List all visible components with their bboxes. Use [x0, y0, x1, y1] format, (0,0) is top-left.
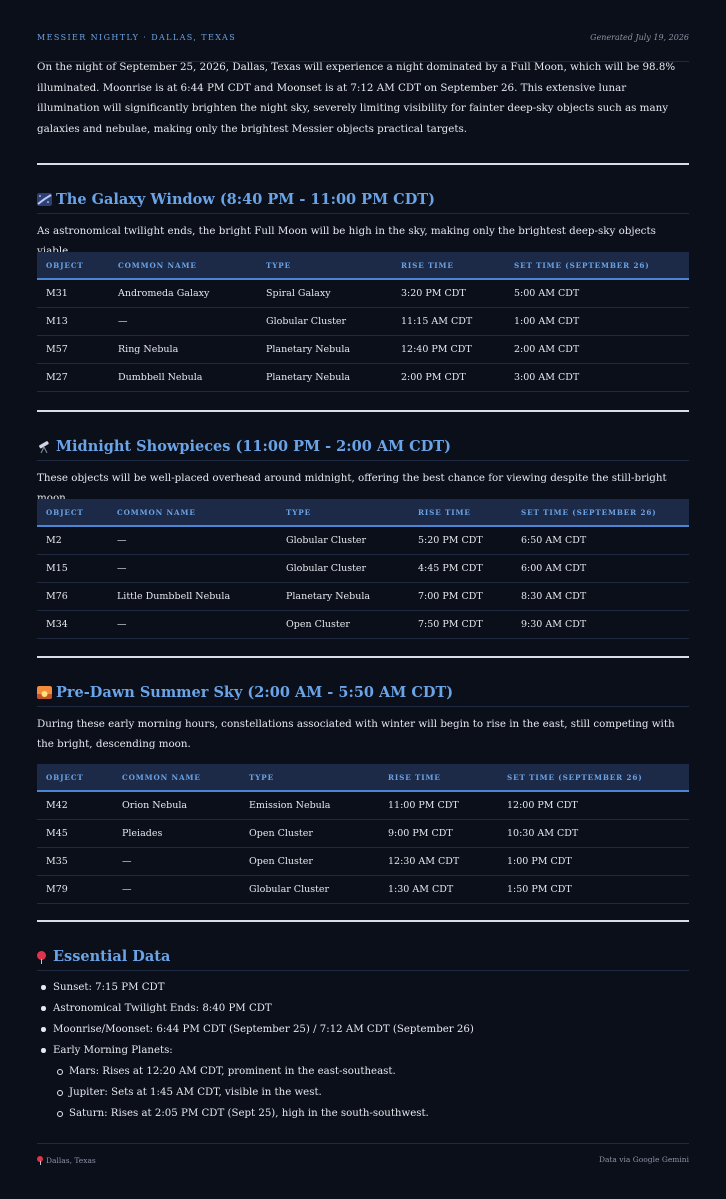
section-title	[37, 187, 689, 211]
column-header-type: TYPE	[277, 499, 409, 526]
cell-rise-time: 12:30 AM CDT	[379, 847, 498, 875]
cell-common-name: Ring Nebula	[109, 335, 257, 363]
cell-object: M57	[37, 335, 109, 363]
cell-rise-time: 4:45 PM CDT	[409, 554, 512, 582]
column-header-set-time: SET TIME (SEPTEMBER 26)	[505, 252, 689, 279]
section-title	[37, 434, 689, 458]
objects-table	[37, 764, 689, 904]
table-row	[37, 554, 689, 582]
cell-rise-time: 9:00 PM CDT	[379, 819, 498, 847]
cell-object: M31	[37, 279, 109, 307]
cell-type: Open Cluster	[240, 819, 379, 847]
cell-common-name: Pleiades	[113, 819, 240, 847]
column-header-common-name: COMMON NAME	[109, 252, 257, 279]
column-header-set-time: SET TIME (SEPTEMBER 26)	[498, 764, 689, 791]
section-divider	[37, 656, 689, 658]
cell-common-name: —	[109, 307, 257, 335]
cell-common-name: —	[108, 526, 277, 554]
column-header-rise-time: RISE TIME	[409, 499, 512, 526]
essential-data-list	[37, 977, 689, 1124]
cell-set-time: 6:00 AM CDT	[512, 554, 689, 582]
cell-type: Globular Cluster	[277, 554, 409, 582]
table-row	[37, 363, 689, 391]
objects-table	[37, 499, 689, 639]
section-essential-data	[37, 944, 689, 1119]
cell-type: Globular Cluster	[257, 307, 392, 335]
cell-set-time: 2:00 AM CDT	[505, 335, 689, 363]
section-midnight-showpieces	[37, 434, 689, 630]
milky-way-icon	[37, 193, 52, 206]
section-title-text: Pre-Dawn Summer Sky (2:00 AM - 5:50 AM CDT)	[56, 683, 454, 701]
table-header-row	[37, 499, 689, 526]
cell-rise-time: 12:40 PM CDT	[392, 335, 505, 363]
footer	[37, 1155, 689, 1165]
section-title-text: Essential Data	[53, 947, 171, 965]
cell-object: M45	[37, 819, 113, 847]
section-title-text: The Galaxy Window (8:40 PM - 11:00 PM CDT)	[56, 190, 435, 208]
section-description: During these early morning hours, constellations associated with winter will begin to rise in the east, still competing with the bright, descending moon.	[37, 718, 675, 750]
objects-table	[37, 252, 689, 392]
section-divider	[37, 410, 689, 412]
planet-item: Saturn: Rises at 2:05 PM CDT (Sept 25), high in the south-southwest.	[53, 1103, 689, 1124]
section-divider	[37, 163, 689, 165]
cell-common-name: Andromeda Galaxy	[109, 279, 257, 307]
pushpin-icon	[37, 1156, 43, 1164]
cell-type: Planetary Nebula	[277, 582, 409, 610]
sunrise-icon	[37, 686, 52, 699]
column-header-type: TYPE	[240, 764, 379, 791]
column-header-common-name: COMMON NAME	[113, 764, 240, 791]
cell-rise-time: 7:00 PM CDT	[409, 582, 512, 610]
cell-set-time: 12:00 PM CDT	[498, 791, 689, 819]
section-description: These objects will be well-placed overhead around midnight, offering the best chance for viewing despite the still-bright moon.	[37, 472, 667, 504]
section-pre-dawn	[37, 680, 689, 895]
title-underline	[37, 706, 689, 707]
cell-common-name: —	[108, 610, 277, 638]
table-row	[37, 875, 689, 903]
intro-paragraph: On the night of September 25, 2026, Dallas, Texas will experience a night dominated by a Full Moon, which will be 98.8% illuminated. Moonrise is at 6:44 PM CDT and Moonset is at 7:12 AM CDT on September 26. This extensive lunar illumination will significantly brighten the night sky, severely limiting visibility for fainter deep-sky objects such as many galaxies and nebulae, making only the brightest Messier objects practical targets.	[37, 61, 676, 135]
cell-common-name: —	[113, 847, 240, 875]
brand-title: MESSIER NIGHTLY · DALLAS, TEXAS	[37, 33, 237, 42]
table-row	[37, 791, 689, 819]
column-header-set-time: SET TIME (SEPTEMBER 26)	[512, 499, 689, 526]
cell-rise-time: 1:30 AM CDT	[379, 875, 498, 903]
list-item	[37, 1040, 689, 1124]
table-row	[37, 526, 689, 554]
table-row	[37, 610, 689, 638]
footer-location	[37, 1155, 96, 1165]
list-item: Sunset: 7:15 PM CDT	[37, 977, 689, 998]
section-title-text: Midnight Showpieces (11:00 PM - 2:00 AM CDT)	[56, 437, 451, 455]
column-header-object: OBJECT	[37, 764, 113, 791]
section-divider	[37, 920, 689, 922]
footer-divider	[37, 1143, 689, 1144]
cell-type: Emission Nebula	[240, 791, 379, 819]
cell-rise-time: 11:00 PM CDT	[379, 791, 498, 819]
list-item-label: Early Morning Planets:	[53, 1045, 173, 1056]
cell-set-time: 5:00 AM CDT	[505, 279, 689, 307]
cell-set-time: 1:00 AM CDT	[505, 307, 689, 335]
cell-type: Open Cluster	[240, 847, 379, 875]
cell-set-time: 3:00 AM CDT	[505, 363, 689, 391]
cell-type: Planetary Nebula	[257, 335, 392, 363]
section-title	[37, 944, 689, 968]
table-row	[37, 819, 689, 847]
table-row	[37, 307, 689, 335]
cell-rise-time: 7:50 PM CDT	[409, 610, 512, 638]
table-row	[37, 582, 689, 610]
title-underline	[37, 213, 689, 214]
cell-object: M76	[37, 582, 108, 610]
table-row	[37, 279, 689, 307]
list-item: Astronomical Twilight Ends: 8:40 PM CDT	[37, 998, 689, 1019]
footer-credit: Data via Google Gemini	[598, 1155, 689, 1164]
title-underline	[37, 460, 689, 461]
cell-object: M42	[37, 791, 113, 819]
cell-object: M13	[37, 307, 109, 335]
cell-object: M27	[37, 363, 109, 391]
planet-item: Jupiter: Sets at 1:45 AM CDT, visible in the west.	[53, 1082, 689, 1103]
cell-set-time: 9:30 AM CDT	[512, 610, 689, 638]
cell-set-time: 10:30 AM CDT	[498, 819, 689, 847]
cell-set-time: 1:50 PM CDT	[498, 875, 689, 903]
top-bar	[37, 33, 689, 42]
list-item: Moonrise/Moonset: 6:44 PM CDT (September 25) / 7:12 AM CDT (September 26)	[37, 1019, 689, 1040]
cell-object: M15	[37, 554, 108, 582]
cell-object: M2	[37, 526, 108, 554]
column-header-type: TYPE	[257, 252, 392, 279]
cell-type: Open Cluster	[277, 610, 409, 638]
generated-date: Generated July 19, 2026	[590, 33, 689, 42]
section-title	[37, 680, 689, 704]
cell-type: Globular Cluster	[277, 526, 409, 554]
cell-rise-time: 11:15 AM CDT	[392, 307, 505, 335]
cell-object: M79	[37, 875, 113, 903]
cell-common-name: —	[108, 554, 277, 582]
section-description: As astronomical twilight ends, the bright Full Moon will be high in the sky, making only the brightest deep-sky objects viable.	[37, 225, 656, 257]
planets-list	[53, 1061, 689, 1124]
cell-common-name: Orion Nebula	[113, 791, 240, 819]
column-header-rise-time: RISE TIME	[392, 252, 505, 279]
section-galaxy-window	[37, 187, 689, 383]
pushpin-icon	[37, 951, 46, 964]
planet-item: Mars: Rises at 12:20 AM CDT, prominent in the east-southeast.	[53, 1061, 689, 1082]
column-header-object: OBJECT	[37, 252, 109, 279]
telescope-icon	[37, 440, 52, 453]
column-header-object: OBJECT	[37, 499, 108, 526]
cell-rise-time: 3:20 PM CDT	[392, 279, 505, 307]
cell-common-name: Little Dumbbell Nebula	[108, 582, 277, 610]
cell-type: Planetary Nebula	[257, 363, 392, 391]
cell-rise-time: 2:00 PM CDT	[392, 363, 505, 391]
cell-rise-time: 5:20 PM CDT	[409, 526, 512, 554]
cell-object: M34	[37, 610, 108, 638]
cell-set-time: 6:50 AM CDT	[512, 526, 689, 554]
cell-common-name: —	[113, 875, 240, 903]
table-row	[37, 335, 689, 363]
column-header-common-name: COMMON NAME	[108, 499, 277, 526]
table-header-row	[37, 764, 689, 791]
cell-set-time: 1:00 PM CDT	[498, 847, 689, 875]
cell-set-time: 8:30 AM CDT	[512, 582, 689, 610]
footer-location-text: Dallas, Texas	[46, 1156, 96, 1165]
cell-type: Spiral Galaxy	[257, 279, 392, 307]
cell-object: M35	[37, 847, 113, 875]
table-header-row	[37, 252, 689, 279]
table-row	[37, 847, 689, 875]
column-header-rise-time: RISE TIME	[379, 764, 498, 791]
cell-common-name: Dumbbell Nebula	[109, 363, 257, 391]
title-underline	[37, 970, 689, 971]
cell-type: Globular Cluster	[240, 875, 379, 903]
